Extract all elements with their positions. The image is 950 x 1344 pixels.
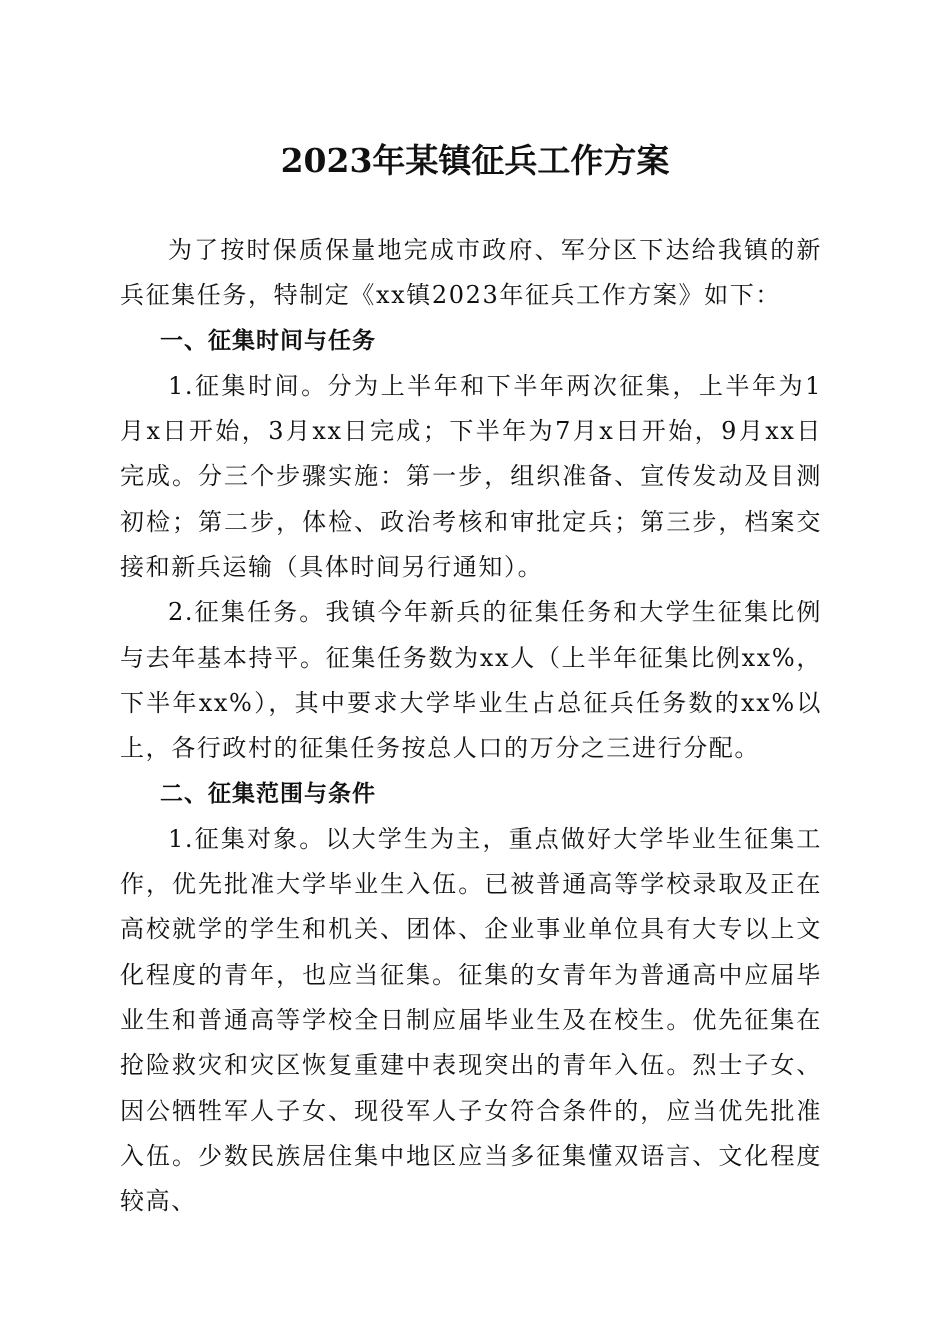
- document-title: 2023年某镇征兵工作方案: [280, 141, 670, 180]
- intro-paragraph: 为了按时保质保量地完成市政府、军分区下达给我镇的新兵征集任务，特制定《xx镇2023年征兵工作方案》如下：: [120, 236, 822, 310]
- document-body: [120, 228, 822, 1225]
- section-2: [120, 772, 822, 1225]
- section-heading: 二、征集范围与条件: [160, 780, 376, 807]
- section-paragraph: 2.征集任务。我镇今年新兵的征集任务和大学生征集比例与去年基本持平。征集任务数为xx人（上半年征集比例xx%，下半年xx%），其中要求大学毕业生占总征兵任务数的xx%以上，各行政村的征集任务按总人口的万分之三进行分配。: [120, 598, 822, 763]
- section-paragraph: 1.征集对象。以大学生为主，重点做好大学毕业生征集工作，优先批准大学毕业生入伍。已被普通高等学校录取及正在高校就学的学生和机关、团体、企业事业单位具有大专以上文化程度的青年，也应当征集。征集的女青年为普通高中应届毕业生和普通高等学校全日制应届毕业生及在校生。优先征集在抢险救灾和灾区恢复重建中表现突出的青年入伍。烈士子女、因公牺牲军人子女、现役军人子女符合条件的，应当优先批准入伍。少数民族居住集中地区应当多征集懂双语言、文化程度较高、: [120, 824, 822, 1216]
- section-1: [120, 319, 822, 772]
- section-heading: 一、征集时间与任务: [160, 327, 376, 354]
- section-paragraph: 1.征集时间。分为上半年和下半年两次征集，上半年为1月x日开始，3月xx日完成；下半年为7月x日开始，9月xx日完成。分三个步骤实施：第一步，组织准备、宣传发动及目测初检；第二步，体检、政治考核和审批定兵；第三步，档案交接和新兵运输（具体时间另行通知）。: [120, 371, 822, 582]
